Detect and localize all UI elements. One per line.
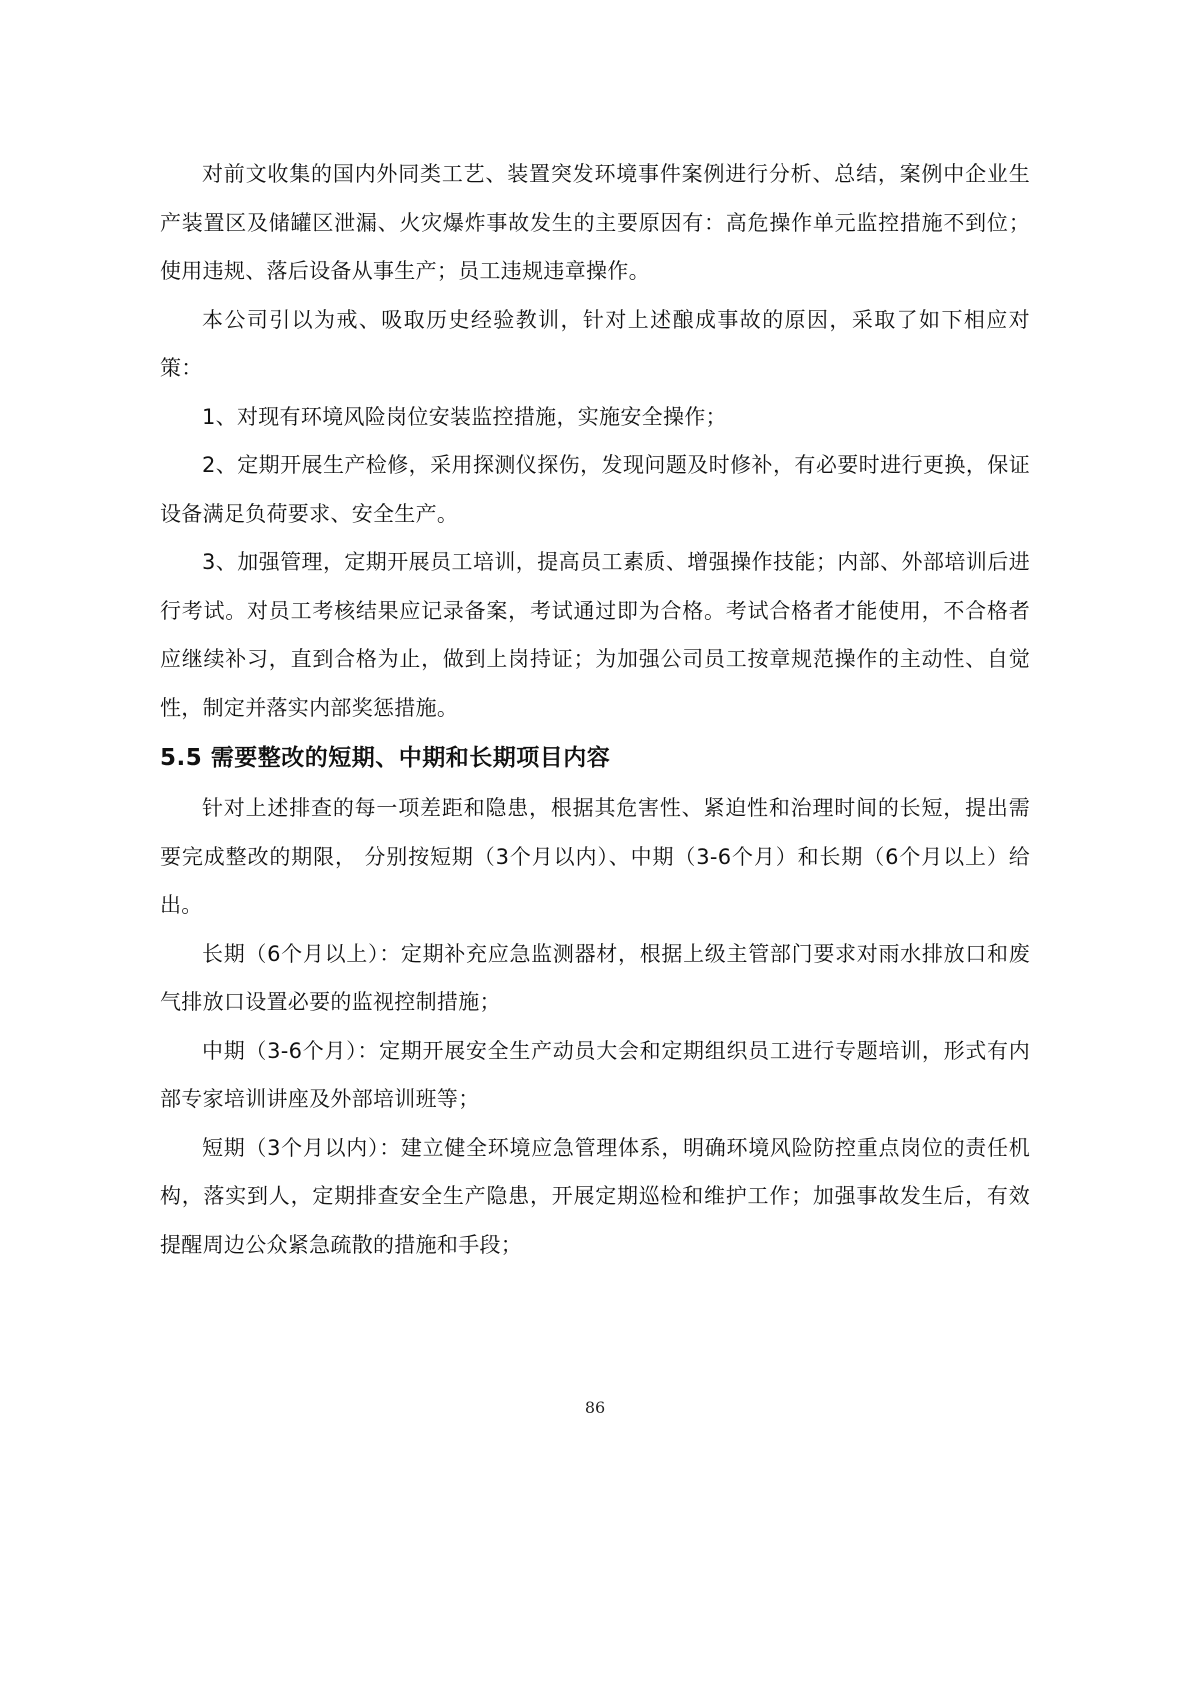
page-number: 86 bbox=[584, 1398, 606, 1417]
paragraph-rectification-deadline: 针对上述排查的每一项差距和隐患，根据其危害性、紧迫性和治理时间的长短，提出需要完成整改的期限， 分别按短期（3个月以内）、中期（3-6个月）和长期（6个月以上）给出。 bbox=[160, 796, 1030, 917]
section-heading-5-5: 5.5 需要整改的短期、中期和长期项目内容 bbox=[160, 745, 611, 771]
paragraph-measure-3: 3、加强管理，定期开展员工培训，提高员工素质、增强操作技能；内部、外部培训后进行考试。对员工考核结果应记录备案，考试通过即为合格。考试合格者才能使用，不合格者应继续补习，直到合格为止，做到上岗持证；为加强公司员工按章规范操作的主动性、自觉性，制定并落实内部奖惩措施。 bbox=[160, 550, 1030, 720]
paragraph-countermeasures-intro: 本公司引以为戒、吸取历史经验教训，针对上述酿成事故的原因，采取了如下相应对策： bbox=[160, 307, 1030, 380]
paragraph-short-term: 短期（3个月以内）：建立健全环境应急管理体系，明确环境风险防控重点岗位的责任机构，落实到人，定期排查安全生产隐患，开展定期巡检和维护工作；加强事故发生后，有效提醒周边公众紧急疏散的措施和手段； bbox=[160, 1135, 1030, 1257]
paragraph-measure-2: 2、定期开展生产检修，采用探测仪探伤，发现问题及时修补，有必要时进行更换，保证设备满足负荷要求、安全生产。 bbox=[160, 453, 1030, 526]
paragraph-measure-1: 1、对现有环境风险岗位安装监控措施，实施安全操作； bbox=[202, 404, 727, 429]
paragraph-mid-term: 中期（3-6个月）：定期开展安全生产动员大会和定期组织员工进行专题培训，形式有内部专家培训讲座及外部培训班等； bbox=[160, 1038, 1030, 1111]
paragraph-long-term: 长期（6个月以上）：定期补充应急监测器材，根据上级主管部门要求对雨水排放口和废气排放口设置必要的监视控制措施； bbox=[160, 941, 1030, 1014]
paragraph-case-analysis: 对前文收集的国内外同类工艺、装置突发环境事件案例进行分析、总结，案例中企业生产装置区及储罐区泄漏、火灾爆炸事故发生的主要原因有：高危操作单元监控措施不到位；使用违规、落后设备从事生产；员工违规违章操作。 bbox=[160, 162, 1030, 283]
page-content bbox=[160, 150, 1030, 1269]
